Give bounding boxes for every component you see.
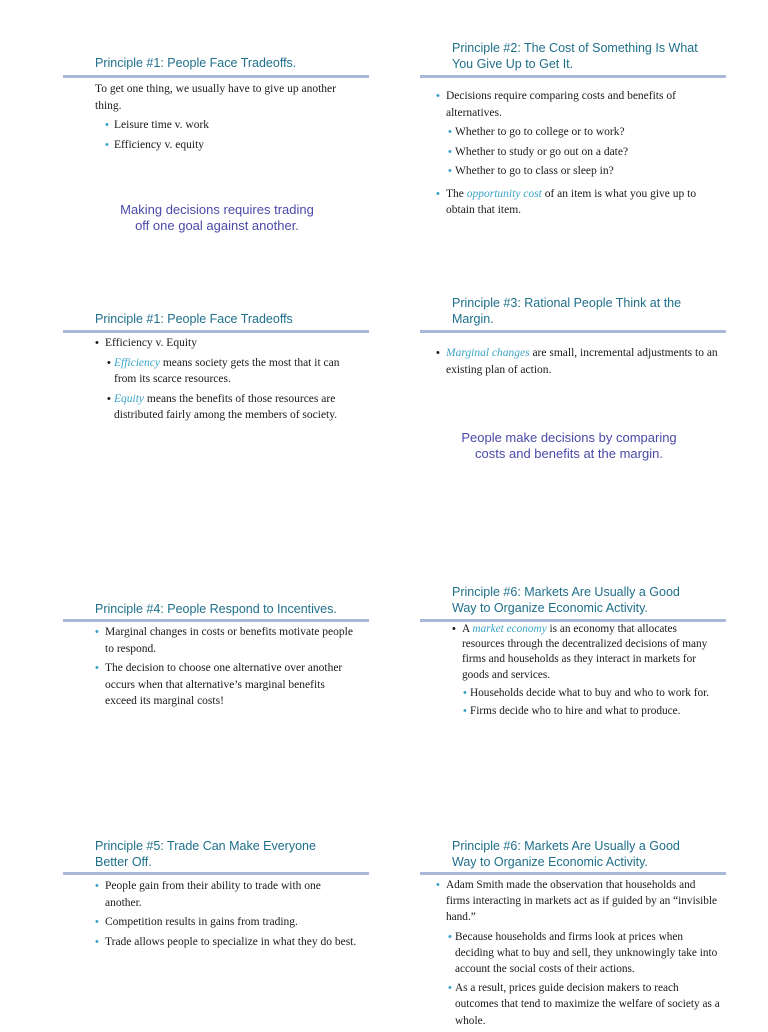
- title-divider: [63, 75, 369, 78]
- list-item: • Whether to study or go out on a date?: [436, 144, 726, 161]
- slide-body: [436, 345, 726, 381]
- slide-body: [95, 878, 359, 953]
- list-item: • Households decide what to buy and who to work for.: [452, 686, 716, 701]
- bullet-icon: •: [105, 138, 109, 151]
- list-item: • Equity means the benefits of those resources are distributed fairly among the members of society.: [107, 392, 338, 421]
- slide-title: Principle #5: Trade Can Make Everyone Better Off.: [95, 839, 316, 869]
- list-item: • Efficiency v. equity: [95, 137, 359, 154]
- bullet-icon: •: [107, 356, 111, 369]
- slide-body: [452, 622, 716, 722]
- list-item: • Leisure time v. work: [95, 117, 359, 134]
- bullet-icon: •: [95, 935, 99, 948]
- list-item: • Decisions require comparing costs and benefits of alternatives.: [436, 90, 676, 119]
- list-item: • Competition results in gains from trading.: [95, 914, 359, 931]
- list-item: • Marginal changes in costs or benefits motivate people to respond.: [95, 626, 353, 655]
- bullet-icon: •: [95, 916, 99, 928]
- title-divider: [420, 330, 726, 333]
- slide-title: Principle #3: Rational People Think at the Margin.: [452, 296, 682, 326]
- slide-body: [95, 81, 359, 156]
- slide-body: [436, 877, 720, 1032]
- title-divider: [420, 75, 726, 78]
- title-divider: [420, 872, 726, 875]
- bullet-icon: •: [105, 119, 109, 131]
- intro-text: To get one thing, we usually have to give up another thing.: [95, 83, 336, 112]
- list-item: • Whether to go to college or to work?: [436, 124, 726, 141]
- list-item: • Because households and firms look at prices when deciding what to buy and sell, they unknowingly take into account the social costs of their actions.: [448, 930, 718, 976]
- title-divider: [63, 330, 369, 333]
- list-item: • Trade allows people to specialize in what they do best.: [95, 934, 359, 951]
- list-item: • Whether to go to class or sleep in?: [436, 163, 726, 180]
- list-item: • Adam Smith made the observation that households and firms interacting in markets act as if guided by an “invisible hand.”: [436, 879, 718, 924]
- slide-title: Principle #4: People Respond to Incentives.: [95, 602, 337, 616]
- bullet-icon: •: [448, 145, 452, 158]
- bullet-icon: •: [95, 662, 99, 674]
- slide-title: Principle #1: People Face Tradeoffs.: [95, 56, 297, 70]
- bullet-icon: •: [95, 337, 99, 349]
- slide-title: Principle #2: The Cost of Something Is What You Give Up to Get It.: [452, 41, 698, 71]
- slide-title: Principle #6: Markets Are Usually a Good Way to Organize Economic Activity.: [452, 839, 680, 869]
- list-item: • Firms decide who to hire and what to produce.: [452, 704, 716, 719]
- title-divider: [63, 872, 369, 875]
- list-item: • Efficiency v. Equity: [95, 335, 359, 352]
- list-item: • As a result, prices guide decision makers to reach outcomes that tend to maximize the welfare of society as a whole.: [448, 982, 720, 1027]
- list-item: • The opportunity cost of an item is what you give up to obtain that item.: [436, 187, 697, 216]
- bullet-icon: •: [448, 982, 452, 995]
- bullet-icon: •: [436, 347, 440, 359]
- bullet-icon: •: [452, 623, 456, 635]
- list-item: • A market economy is an economy that allocates resources through the decentralized decisions of many firms and households as they interact in markets for goods and services.: [452, 623, 708, 681]
- bullet-icon: •: [436, 879, 440, 891]
- list-item: • Marginal changes are small, incremental adjustments to an existing plan of action.: [436, 347, 718, 376]
- slide-title: Principle #6: Markets Are Usually a Good Way to Organize Economic Activity.: [452, 585, 680, 615]
- bullet-icon: •: [448, 930, 452, 943]
- slide-body: [95, 335, 359, 427]
- bullet-icon: •: [463, 705, 467, 718]
- slide-body: [95, 624, 359, 713]
- list-item: • People gain from their ability to trade with one another.: [95, 880, 321, 909]
- list-item: • Efficiency means society gets the most that it can from its scarce resources.: [107, 356, 340, 385]
- slide-body: [436, 88, 726, 222]
- title-divider: [63, 619, 369, 622]
- key-takeaway: Making decisions requires trading off one goal against another.: [120, 202, 314, 233]
- key-takeaway: People make decisions by comparing costs and benefits at the margin.: [461, 430, 677, 461]
- bullet-icon: •: [463, 686, 467, 699]
- bullet-icon: •: [448, 165, 452, 177]
- list-item: • The decision to choose one alternative over another occurs when that alternative’s marginal benefits exceed its marginal costs!: [95, 662, 343, 707]
- bullet-icon: •: [95, 626, 99, 638]
- bullet-icon: •: [107, 392, 111, 405]
- bullet-icon: •: [448, 126, 452, 138]
- slide-title: Principle #1: People Face Tradeoffs: [95, 312, 293, 326]
- bullet-icon: •: [436, 187, 440, 200]
- bullet-icon: •: [436, 90, 440, 102]
- bullet-icon: •: [95, 880, 99, 892]
